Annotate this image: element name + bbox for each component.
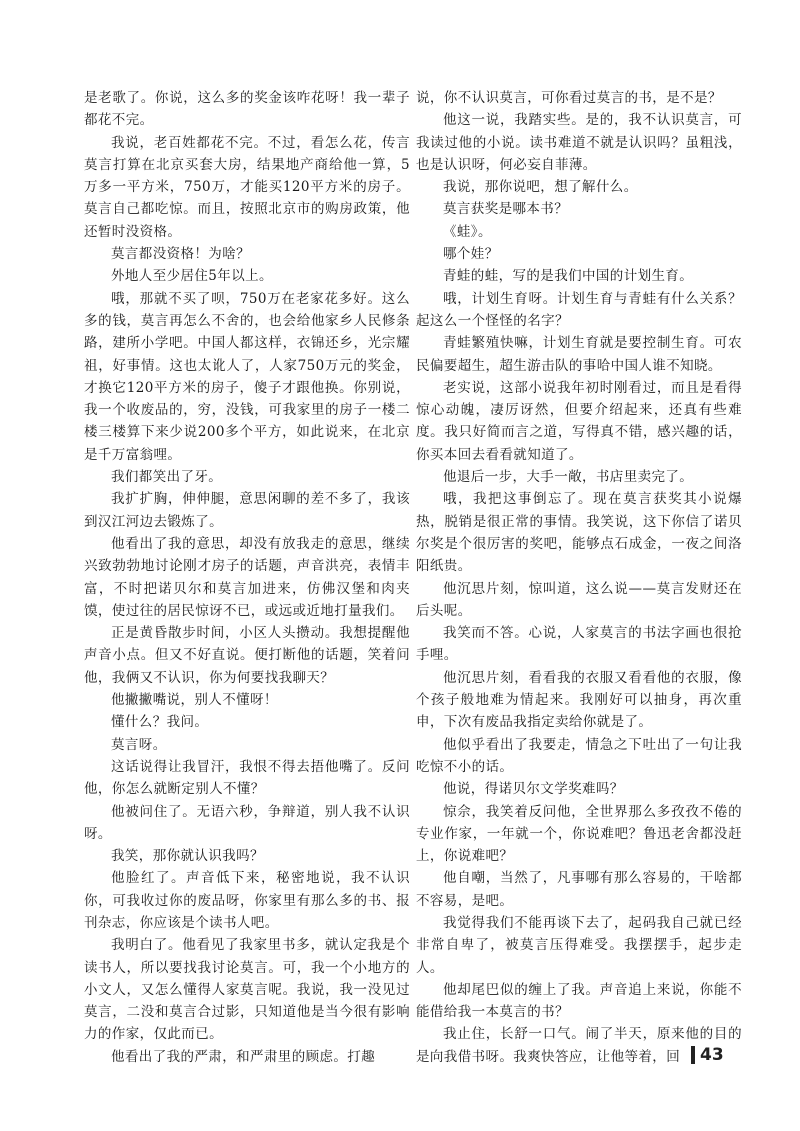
- paragraph: 哦，我把这事倒忘了。现在莫言获奖其小说爆热，脱销是很正常的事情。我笑说，这下你信了诺贝尔奖是个很厉害的奖吧，能够点石成金，一夜之间洛阳纸贵。: [416, 491, 742, 575]
- paragraph: 他被问住了。无语六秒，争辩道，别人我不认识呀。: [84, 803, 410, 842]
- paragraph: 他似乎看出了我要走，情急之下吐出了一句让我吃惊不小的话。: [416, 736, 742, 775]
- paragraph: 青蛙繁殖快嘛，计划生育就是要控制生育。可农民偏要超生，超生游击队的事哈中国人谁不知晓。: [416, 335, 742, 374]
- paragraph: 他这一说，我踏实些。是的，我不认识莫言，可我读过他的小说。读书难道不就是认识吗？虽粗浅，也是认识呀，何必妄自菲薄。: [416, 112, 742, 173]
- paragraph: 他沉思片刻，惊叫道，这么说——莫言发财还在后头呢。: [416, 580, 742, 619]
- paragraph: 我说，那你说吧，想了解什么。: [443, 179, 638, 196]
- page-number: 43: [691, 1046, 724, 1064]
- paragraph: 外地人至少居住5年以上。: [111, 268, 273, 285]
- paragraph: 他说，得诺贝尔文学奖难吗？: [443, 781, 624, 798]
- paragraph: 我笑，那你就认识我吗？: [111, 848, 264, 865]
- paragraph: 哪个娃？: [443, 246, 499, 263]
- paragraph: 是老歌了。你说，这么多的奖金该咋花呀！我一辈子都花不完。: [84, 90, 410, 129]
- paragraph: 我止住，长舒一口气。闹了半天，原来他的目的是向我借书呀。我爽快答应，让他等着，回: [416, 1026, 742, 1065]
- paragraph: 哦，那就不买了呗，750万在老家花多好。这么多的钱，莫言再怎么不舍的，也会给他家乡人民修条路，建所小学吧。中国人都这样，衣锦还乡，光宗耀祖，好事情。这也太讹人了，人家750万元的奖金，才换它120平方米的房子，傻子才跟他换。你别说，我一个收废品的，穷，没钱，可我家里的房子一楼二楼三楼算下来少说200多个平方，如此说来，在北京是千万富翁哩。: [84, 290, 410, 463]
- paragraph: 惊佘，我笑着反问他，全世界那么多孜孜不倦的专业作家，一年就一个，你说难吧？鲁迅老舍都没赶上，你说难吧？: [416, 803, 742, 865]
- paragraph: 他撇撇嘴说，别人不懂呀！: [111, 692, 278, 709]
- paragraph: 《蛙》。: [443, 223, 492, 240]
- paragraph: 我说，老百姓都花不完。不过，看怎么花，传言莫言打算在北京买套大房，结果地产商给他一算，5万多一平方米，750万，才能买120平方米的房子。莫言自己都吃惊。而且，按照北京市的购房政策，他还暂时没资格。: [84, 134, 410, 240]
- right-text-column: [416, 87, 742, 1068]
- paragraph: 莫言都没资格！为啥？: [111, 246, 250, 263]
- left-text-column: [84, 87, 410, 1068]
- paragraph: 哦，计划生育呀。计划生育与青蛙有什么关系？起这么一个怪怪的名字？: [416, 290, 742, 329]
- paragraph: 青蛙的蛙，写的是我们中国的计划生育。: [443, 268, 694, 285]
- paragraph: 莫言呀。: [111, 736, 167, 753]
- paragraph: 我明白了。他看见了我家里书多，就认定我是个读书人，所以要找我讨论莫言。可，我一个小地方的小文人，又怎么懂得人家莫言呢。我说，我一没见过莫言，二没和莫言合过影，只知道他是当今很有影响力的作家，仅此而已。: [84, 937, 410, 1043]
- paragraph: 他退后一步，大手一敞，书店里卖完了。: [443, 469, 694, 486]
- paragraph: 莫言获奖是哪本书？: [443, 201, 569, 218]
- paragraph: 他沉思片刻，看看我的衣服又看看他的衣服，像个孩子般地难为情起来。我刚好可以抽身，再次重申，下次有废品我指定卖给你就是了。: [416, 669, 742, 731]
- paragraph: 我笑而不答。心说，人家莫言的书法字画也很抢手哩。: [416, 625, 742, 664]
- paragraph: 老实说，这部小说我年初时刚看过，而且是看得惊心动魄，凄厉讶然，但要介绍起来，还真有些难度。我只好简而言之道，写得真不错，感兴趣的话，你买本回去看看就知道了。: [416, 379, 742, 463]
- paragraph: 他却尾巴似的缠上了我。声音追上来说，你能不能借给我一本莫言的书？: [416, 981, 742, 1021]
- paragraph: 他看出了我的意思，却没有放我走的意思，继续兴致勃勃地讨论刚才房子的话题，声音洪亮，表情丰富，不时把诺贝尔和莫言加进来，仿佛汉堡和肉夹馍，使过往的居民惊讶不已，或远或近地打量我们。: [84, 535, 410, 619]
- paragraph: 他自嘲，当然了，凡事哪有那么容易的，干啥都不容易，是吧。: [416, 870, 742, 909]
- paragraph: 他看出了我的严肃，和严肃里的顾虑。打趣: [111, 1048, 376, 1065]
- paragraph: 懂什么？我问。: [111, 714, 209, 731]
- paragraph: 这话说得让我冒汗，我恨不得去捂他嘴了。反问他，你怎么就断定别人不懂？: [84, 758, 410, 798]
- paragraph: 我扩扩胸，伸伸腿，意思闲聊的差不多了，我该到汉江河边去锻炼了。: [84, 491, 410, 530]
- paragraph: 我们都笑出了牙。: [111, 469, 223, 486]
- paragraph: 他脸红了。声音低下来，秘密地说，我不认识你，可我收过你的废品呀，你家里有那么多的书、报刊杂志，你应该是个读书人吧。: [84, 870, 410, 931]
- paragraph: 说，你不认识莫言，可你看过莫言的书，是不是？: [416, 90, 722, 106]
- paragraph: 我觉得我们不能再谈下去了，起码我自己就已经非常自卑了，被莫言压得难受。我摆摆手，起步走人。: [416, 914, 742, 976]
- paragraph: 正是黄昏散步时间，小区人头攒动。我想提醒他声音小点。但又不好直说。便打断他的话题，笑着问他，我俩又不认识，你为何要找我聊天？: [84, 625, 410, 686]
